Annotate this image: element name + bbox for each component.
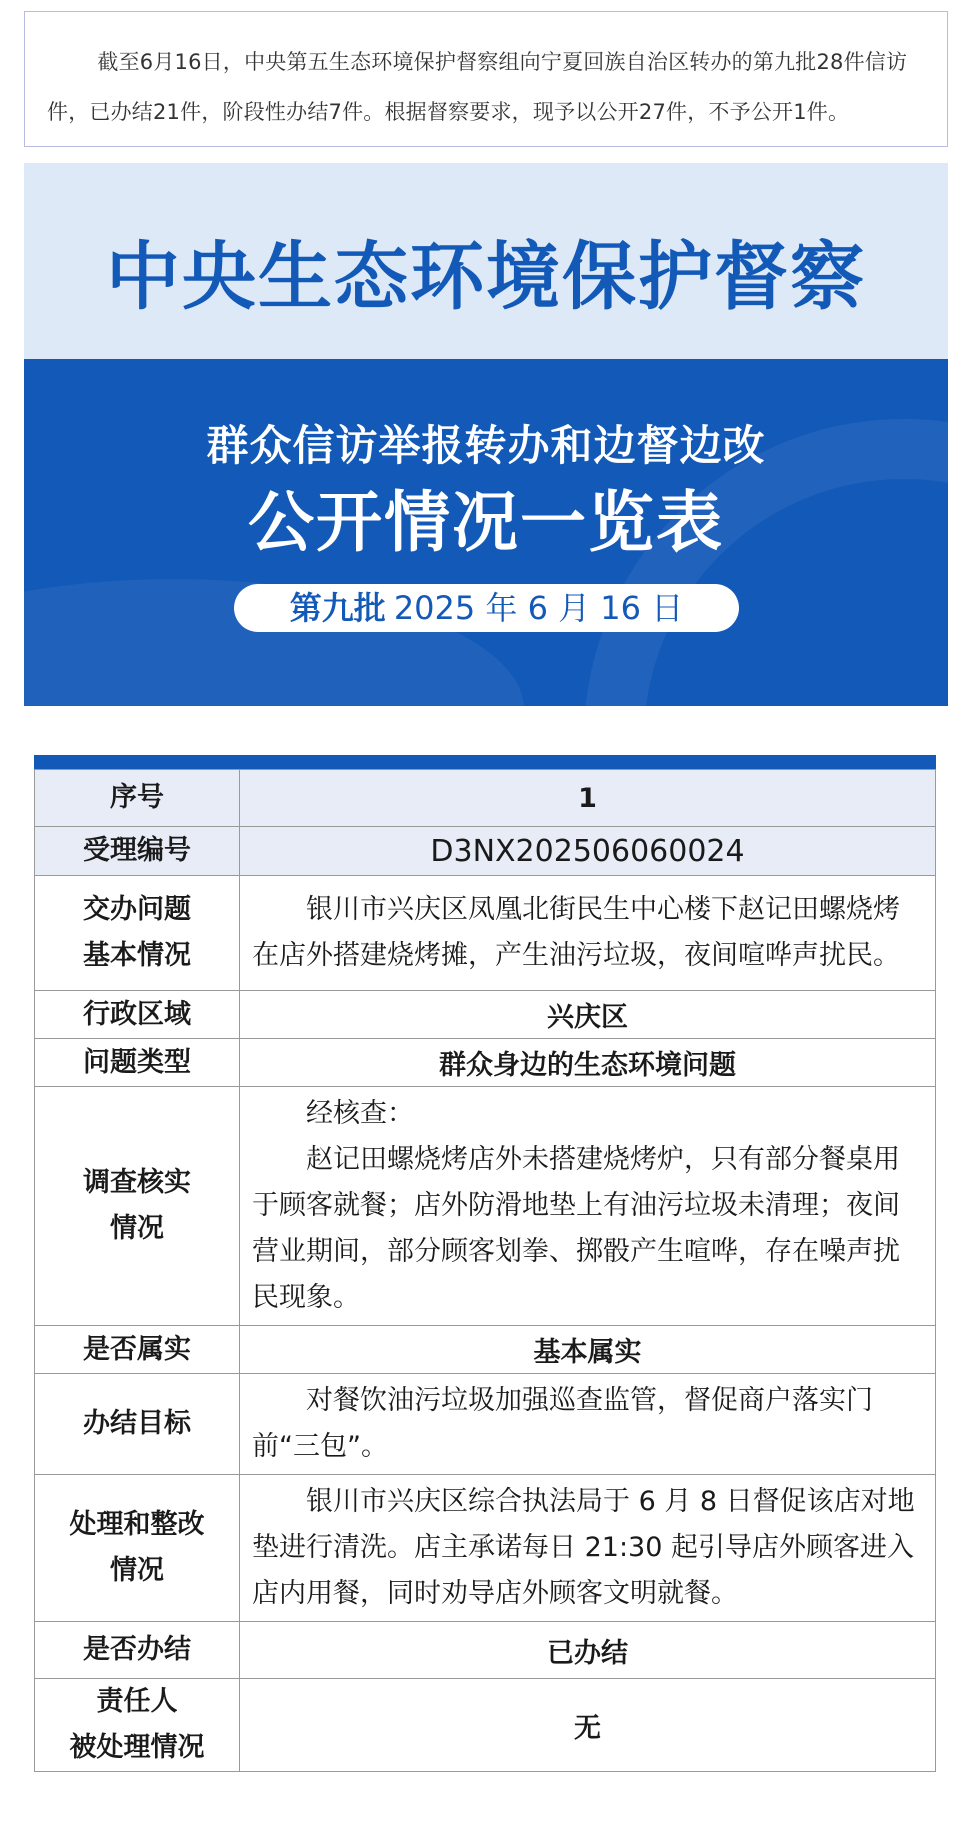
- row-value: 无: [240, 1679, 936, 1772]
- row-value: 对餐饮油污垃圾加强巡查监管，督促商户落实门前“三包”。: [240, 1374, 936, 1475]
- table-row: [35, 1087, 936, 1326]
- row-label: 办结目标: [35, 1374, 240, 1475]
- row-label: 序号: [35, 770, 240, 827]
- batch-date: 2025 年 6 月 16 日: [393, 589, 684, 627]
- table-row: [35, 1326, 936, 1374]
- row-value: 经核查： 赵记田螺烧烤店外未搭建烧烤炉，只有部分餐桌用于顾客就餐；店外防滑地垫上有油污垃圾未清理；夜间营业期间，部分顾客划拳、掷骰产生喧哗，存在噪声扰民现象。: [240, 1087, 936, 1326]
- row-value: 银川市兴庆区综合执法局于 6 月 8 日督促该店对地垫进行清洗。店主承诺每日 21:30 起引导店外顾客进入店内用餐，同时劝导店外顾客文明就餐。: [240, 1475, 936, 1622]
- row-value: 已办结: [240, 1622, 936, 1679]
- banner-main-title: 公开情况一览表: [248, 484, 724, 561]
- table-row: [35, 1622, 936, 1679]
- banner-bottom-band: [24, 359, 948, 706]
- table-row: [35, 770, 936, 827]
- batch-date-pill: [234, 584, 739, 632]
- row-label: 责任人 被处理情况: [35, 1679, 240, 1772]
- intro-box: [24, 11, 948, 147]
- row-label: 处理和整改 情况: [35, 1475, 240, 1622]
- row-label: 受理编号: [35, 827, 240, 876]
- table-row: [35, 991, 936, 1039]
- info-table: [34, 769, 936, 1772]
- row-label: 交办问题 基本情况: [35, 876, 240, 991]
- table-row: [35, 876, 936, 991]
- banner-subtitle: 群众信访举报转办和边督边改: [206, 421, 766, 470]
- table-row: [35, 1475, 936, 1622]
- header-banner: [24, 163, 948, 706]
- row-value: 群众身边的生态环境问题: [240, 1039, 936, 1087]
- table-top-bar: [34, 755, 936, 769]
- row-value: 1: [240, 770, 936, 827]
- batch-label: 第九批: [289, 589, 386, 627]
- table-row: [35, 1374, 936, 1475]
- row-value: 基本属实: [240, 1326, 936, 1374]
- row-label: 行政区域: [35, 991, 240, 1039]
- intro-text: 截至6月16日，中央第五生态环境保护督察组向宁夏回族自治区转办的第九批28件信访件，已办结21件，阶段性办结7件。根据督察要求，现予以公开27件，不予公开1件。: [47, 50, 908, 124]
- banner-top-band: [24, 163, 948, 359]
- row-value: 银川市兴庆区凤凰北街民生中心楼下赵记田螺烧烤在店外搭建烧烤摊，产生油污垃圾，夜间喧哗声扰民。: [240, 876, 936, 991]
- row-label: 问题类型: [35, 1039, 240, 1087]
- banner-org-title: 中央生态环境保护督察: [106, 234, 866, 320]
- row-label: 是否属实: [35, 1326, 240, 1374]
- table-row: [35, 1039, 936, 1087]
- row-value: 兴庆区: [240, 991, 936, 1039]
- table-row: [35, 1679, 936, 1772]
- table-row: [35, 827, 936, 876]
- row-label: 调查核实 情况: [35, 1087, 240, 1326]
- row-label: 是否办结: [35, 1622, 240, 1679]
- row-value: D3NX202506060024: [240, 827, 936, 876]
